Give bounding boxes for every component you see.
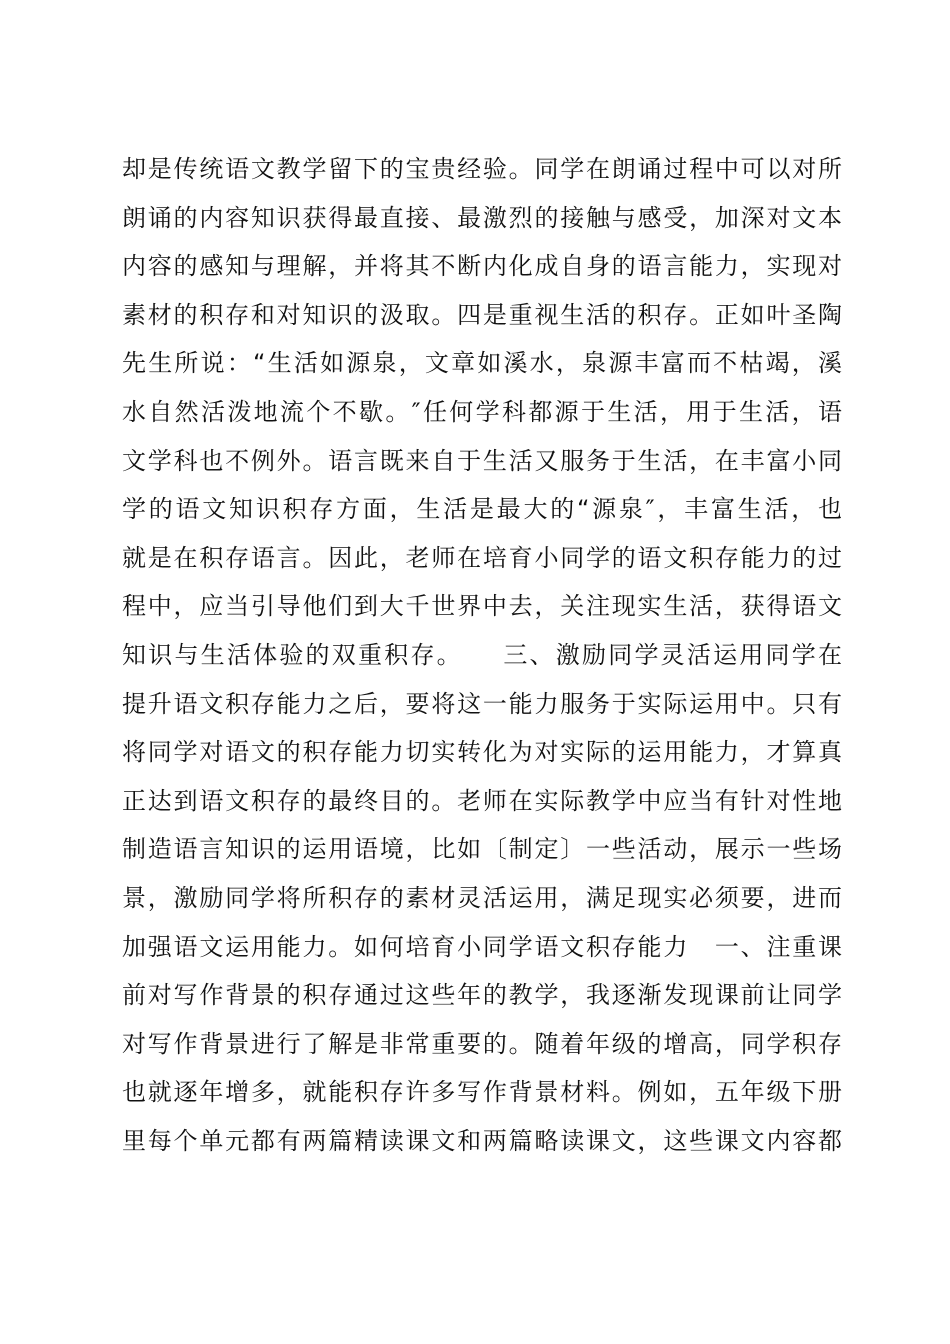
text-line: 将同学对语文的积存能力切实转化为对实际的运用能力，才算真 bbox=[122, 738, 842, 767]
text-line: 文学科也不例外。语言既来自于生活又服务于生活，在丰富小同 bbox=[122, 446, 842, 475]
text-line: 提升语文积存能力之后，要将这一能力服务于实际运用中。只有 bbox=[122, 689, 842, 718]
text-line: 朗诵的内容知识获得最直接、最激烈的接触与感受，加深对文本 bbox=[122, 203, 842, 232]
text-line: 对写作背景进行了解是非常重要的。随着年级的增高，同学积存 bbox=[122, 1029, 842, 1058]
text-line: 内容的感知与理解，并将其不断内化成自身的语言能力，实现对 bbox=[122, 252, 842, 281]
text-line: 正达到语文积存的最终目的。老师在实际教学中应当有针对性地 bbox=[122, 786, 842, 815]
text-line: 学的语文知识积存方面，生活是最大的“源泉″，丰富生活，也 bbox=[122, 495, 842, 524]
text-line: 里每个单元都有两篇精读课文和两篇略读课文，这些课文内容都 bbox=[122, 1126, 842, 1155]
text-line: 先生所说：“生活如源泉，文章如溪水，泉源丰富而不枯竭，溪 bbox=[122, 349, 842, 378]
text-line: 程中，应当引导他们到大千世界中去，关注现实生活，获得语文 bbox=[122, 592, 842, 621]
body-text bbox=[122, 145, 842, 1165]
text-line: 知识与生活体验的双重积存。 三、激励同学灵活运用同学在 bbox=[122, 640, 842, 669]
text-line: 制造语言知识的运用语境，比如〔制定〕一些活动，展示一些场 bbox=[122, 835, 842, 864]
text-line: 也就逐年增多，就能积存许多写作背景材料。例如，五年级下册 bbox=[122, 1078, 842, 1107]
text-line: 水自然活泼地流个不歇。″任何学科都源于生活，用于生活，语 bbox=[122, 397, 842, 426]
text-line: 却是传统语文教学留下的宝贵经验。同学在朗诵过程中可以对所 bbox=[122, 155, 842, 183]
text-line: 前对写作背景的积存通过这些年的教学，我逐渐发现课前让同学 bbox=[122, 981, 842, 1010]
text-line: 就是在积存语言。因此，老师在培育小同学的语文积存能力的过 bbox=[122, 543, 842, 572]
text-line: 景，激励同学将所积存的素材灵活运用，满足现实必须要，进而 bbox=[122, 883, 842, 912]
text-line: 加强语文运用能力。如何培育小同学语文积存能力 一、注重课 bbox=[122, 932, 842, 961]
text-line: 素材的积存和对知识的汲取。四是重视生活的积存。正如叶圣陶 bbox=[122, 300, 842, 329]
